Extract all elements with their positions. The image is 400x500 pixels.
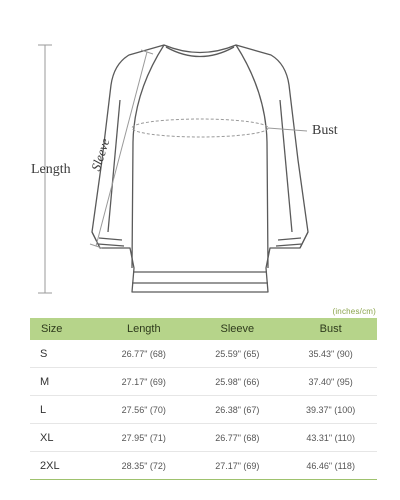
collar [166,47,234,57]
length-label: Length [31,162,71,177]
header-sleeve: Sleeve [190,318,284,340]
size-table [30,318,377,480]
table-row [30,340,377,368]
table-row [30,424,377,452]
right-sleeve-inner [280,100,292,232]
units-note: (inches/cm) [332,307,376,316]
bust-guide [132,119,307,137]
right-cuff [276,232,308,248]
cell-size: S [40,347,48,360]
cell-size: 2XL [30,452,97,480]
header-size: Size [30,318,97,340]
table-row [30,368,377,396]
cell-size: XL [30,424,97,452]
cell-length: 27.95" (71) [97,424,190,452]
cell-length: 27.17" (69) [97,368,190,396]
cell-size: M [30,368,97,396]
cell-bust: 43.31" (110) [284,424,377,452]
cell-length: 27.56" (70) [97,396,190,424]
header-bust: Bust [284,318,377,340]
cell-sleeve: 25.59" (65) [215,348,260,359]
header-length: Length [97,318,190,340]
cell-bust: 37.40" (95) [284,368,377,396]
left-sleeve-inner [108,100,120,232]
right-raglan-seam [236,45,268,268]
sleeve-label: Sleeve [88,136,113,173]
cell-sleeve: 26.77" (68) [190,424,284,452]
left-raglan-seam [132,45,164,268]
cell-size: L [30,396,97,424]
cell-length: 26.77" (68) [121,348,166,359]
cell-bust: 35.43" (90) [308,348,353,359]
table-row [30,396,377,424]
cell-sleeve: 26.38" (67) [190,396,284,424]
left-cuff [92,232,124,248]
garment-body [92,45,308,292]
bust-label: Bust [312,123,338,138]
cell-bust: 46.46" (118) [284,452,377,480]
table-row [30,452,377,480]
cell-bust: 39.37" (100) [284,396,377,424]
cell-sleeve: 25.98" (66) [190,368,284,396]
cell-sleeve: 27.17" (69) [190,452,284,480]
cell-length: 28.35" (72) [97,452,190,480]
table-header-row [30,318,377,340]
